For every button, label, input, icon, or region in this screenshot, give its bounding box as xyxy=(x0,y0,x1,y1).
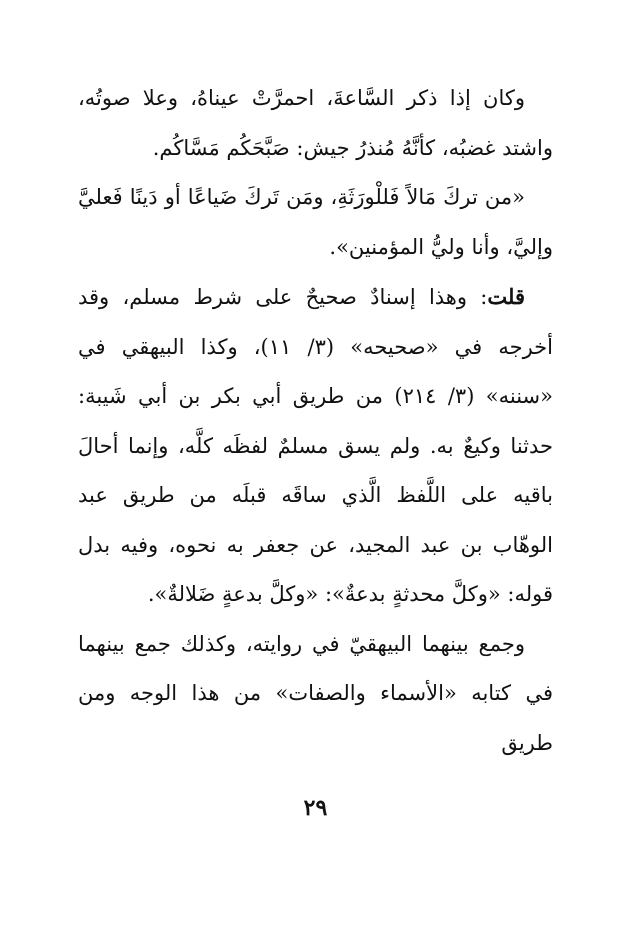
paragraph-1-text: وكان إذا ذكر السَّاعةَ، احمرَّتْ عيناهُ، وعلا صوتُه، واشتد غضبُه، كأنَّهُ مُنذرُ جيش: صَبَّحَكُم مَسَّاكُم. xyxy=(78,86,553,160)
body-text xyxy=(78,74,553,768)
paragraph-3-text: : وهذا إسنادٌ صحيحٌ على شرط مسلم، وقد أخرجه في «صحيحه» (٣/ ١١)، وكذا البيهقي في «سننه» (٣/ ٢١٤) من طريق أبي بكر بن أبي شَيبة: حدثنا وكيعٌ به. ولم يسق مسلمٌ لفظَه كلَّه، وإنما أحالَ باقيه على اللَّفظ الَّذي ساقَه قبلَه من طريق عبد الوهّاب بن عبد المجيد، عن جعفر به نحوه، وفيه بدل قوله: «وكلَّ محدثةٍ بدعةٌ»: «وكلَّ بدعةٍ ضَلالةٌ». xyxy=(78,285,553,606)
paragraph-4-text: وجمع بينهما البيهقيّ في روايته، وكذلك جمع بينهما في كتابه «الأسماء والصفات» من هذا الوجه ومن طريق xyxy=(78,631,553,755)
paragraph-2-quote xyxy=(78,173,553,272)
paragraph-2-text: «من تركَ مَالاً فَللْورَثَةِ، ومَن تَركَ ضَياعًا أو دَينًا فَعليَّ وإليَّ، وأنا وليُّ المؤمنين». xyxy=(78,185,553,259)
paragraph-3-lead: قلت xyxy=(487,284,525,309)
paragraph-1 xyxy=(78,74,553,173)
paragraph-4 xyxy=(78,620,553,769)
page-number: ٢٩ xyxy=(303,795,328,821)
paragraph-3 xyxy=(78,272,553,620)
